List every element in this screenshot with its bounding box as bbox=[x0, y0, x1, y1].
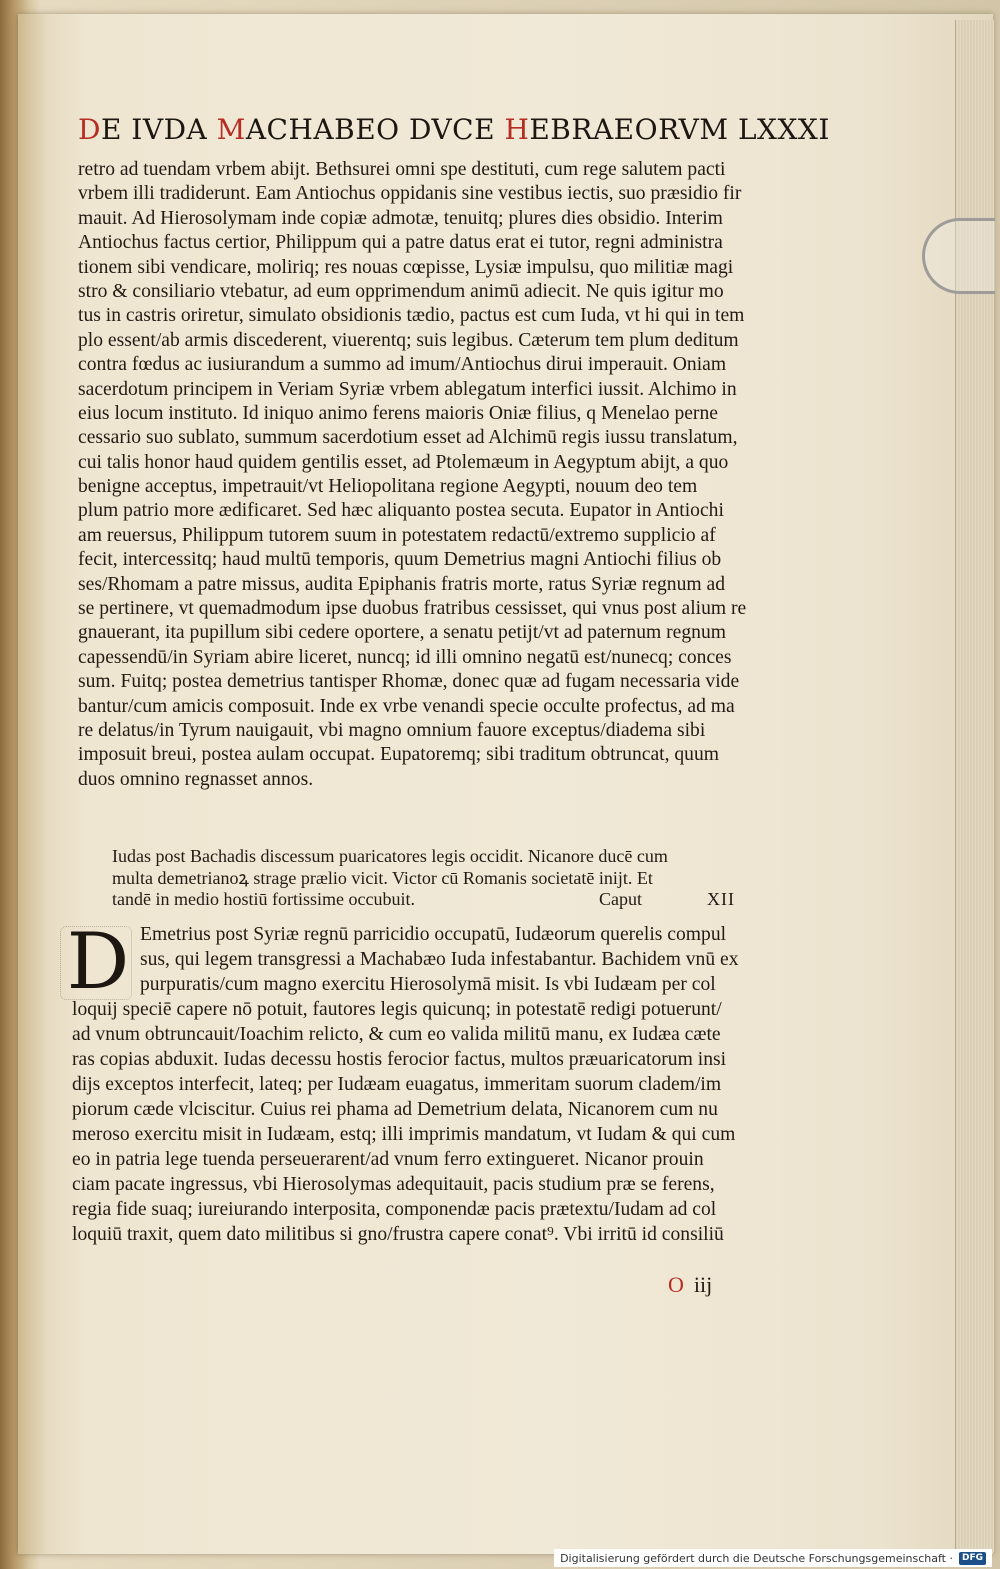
running-head-part: D bbox=[78, 113, 101, 146]
summary-line: Iudas post Bachadis discessum puaricatores legis occidit. Nicanore ducē cum bbox=[112, 846, 668, 866]
text-line: purpuratis/cum magno exercitu Hierosolymā misit. Is vbi Iudæam per col bbox=[140, 974, 716, 995]
text-line: eius locum instituto. Id iniquo animo ferens maioris Oniæ filius, q Menelao perne bbox=[78, 402, 718, 424]
dfg-logo-icon: DFG bbox=[959, 1552, 986, 1565]
body-text bbox=[78, 158, 778, 792]
text-line: regia fide suaq; iureiurando interposita, componendæ pacis prætextu/Iudam ad col bbox=[72, 1199, 717, 1220]
running-head-part: H bbox=[504, 113, 530, 146]
chapter-number: XII bbox=[707, 889, 735, 909]
text-line: tus in castris oriretur, simulato obsidionis tædio, pactus est cum Iuda, vt hi qui in tem bbox=[78, 305, 745, 327]
text-line: ad vnum obtruncauit/Ioachim relicto, & cum eo valida militū manu, ex Iudæa cæte bbox=[72, 1024, 721, 1045]
text-line: Emetrius post Syriæ regnū parricidio occupatū, Iudæorum querelis compul bbox=[140, 924, 727, 945]
running-head-part: M bbox=[216, 113, 246, 146]
text-line: plo essent/ab armis discederent, viuerentq; suis legibus. Cæterum tem plum deditum bbox=[78, 329, 739, 351]
text-line: capessendū/in Syriam abire liceret, nuncq; id illi omnino negatū est/nunecq; conces bbox=[78, 646, 732, 668]
text-line: contra fœdus ac iusiurandum a summo ad imum/Antiochus dirui imperauit. Oniam bbox=[78, 354, 727, 376]
text-line: duos omnino regnasset annos. bbox=[78, 768, 314, 790]
text-line: mauit. Ad Hierosolymam inde copiæ admotæ, tenuitq; plures dies obsidio. Interim bbox=[78, 207, 723, 229]
text-line: stro & consiliario vtebatur, ad eum opprimendum animū adiecit. Ne quis igitur mo bbox=[78, 280, 724, 302]
text-line: imposuit breui, postea aulam occupat. Eupatoremq; sibi traditum obtruncat, quum bbox=[78, 744, 720, 766]
signature-text: iij bbox=[693, 1272, 713, 1297]
drop-initial: D bbox=[66, 917, 130, 1007]
text-line: cui talis honor haud quidem gentilis esset, ad Ptolemæum in Aegyptum abijt, a quo bbox=[78, 451, 729, 473]
text-line: loquiū traxit, quem dato militibus si gno/frustra capere conat⁹. Vbi irritū id consiliū bbox=[72, 1224, 724, 1245]
signature-mark bbox=[668, 1272, 712, 1298]
running-head-part: EBRAEORVM LXXXI bbox=[529, 113, 830, 146]
text-line: ras copias abduxit. Iudas decessu hostis ferocior factus, multos præuaricatorum insi bbox=[72, 1049, 727, 1070]
text-line: sus, qui legem transgressi a Machabæo Iuda infestabantur. Bachidem vnū ex bbox=[140, 949, 739, 970]
signature-red-mark: O bbox=[668, 1272, 684, 1297]
page-clip bbox=[922, 218, 995, 294]
text-line: cessario suo sublato, summum sacerdotium esset ad Alchimū regis iussu translatum, bbox=[78, 427, 738, 449]
text-line: re delatus/in Tyrum nauigauit, vbi magno omnium fauore exceptus/diadema sibi bbox=[78, 719, 706, 741]
running-head bbox=[78, 113, 830, 146]
summary-line: multa demetrianoꝝ strage prælio vicit. Victor cū Romanis societatē inijt. Et bbox=[112, 867, 653, 888]
text-line: tionem sibi vendicare, moliriq; res nouas cœpisse, Lysiæ impulsu, quo militiæ magi bbox=[78, 256, 734, 278]
summary-last-row bbox=[112, 889, 772, 911]
running-head-part: ACHABEO DVCE bbox=[245, 113, 505, 146]
text-line: sum. Fuitq; postea demetrius tantisper Rhomæ, donec quæ ad fugam necessaria vide bbox=[78, 671, 740, 693]
credit-text: Digitalisierung gefördert durch die Deutsche Forschungsgemeinschaft · bbox=[560, 1551, 953, 1565]
summary-line: tandē in medio hostiū fortissime occubuit. bbox=[112, 889, 415, 909]
text-line: dijs exceptos interfecit, lateq; per Iudæam euagatus, immeritam suorum cladem/im bbox=[72, 1074, 722, 1095]
text-line: gnauerant, ita pupillum sibi cedere oportere, a senatu petijt/vt ad paternum regnum bbox=[78, 622, 727, 644]
text-line: Antiochus factus certior, Philippum qui a patre datus erat ei tutor, regni administra bbox=[78, 232, 723, 254]
text-line: meroso exercitu misit in Iudæam, estq; illi imprimis mandatum, vt Iudam & qui cum bbox=[72, 1124, 736, 1145]
text-line: ciam pacate ingressus, vbi Hierosolymas adequitauit, pacis studium præ se ferens, bbox=[72, 1174, 715, 1195]
text-line: se pertinere, vt quemadmodum ipse duobus fratribus cessisset, qui vnus post alium re bbox=[78, 598, 747, 620]
text-line: ses/Rhomam a patre missus, audita Epiphanis fratris morte, ratus Syriæ regnum ad bbox=[78, 573, 726, 595]
text-line: bantur/cum amicis composuit. Inde ex vrbe venandi specie occulte profectus, ad ma bbox=[78, 695, 735, 717]
chapter-text bbox=[72, 922, 782, 1247]
caput-label: Caput bbox=[599, 889, 642, 909]
text-line: retro ad tuendam vrbem abijt. Bethsurei omni spe destituti, cum rege salutem pacti bbox=[78, 159, 726, 180]
digitization-credit bbox=[554, 1549, 992, 1567]
text-line: sacerdotum principem in Veriam Syriæ vrbem ablegatum interfici iussit. Alchimo in bbox=[78, 378, 737, 400]
text-line: benigne acceptus, impetrauit/vt Heliopolitana regione Aegypti, nouum deo tem bbox=[78, 476, 698, 498]
text-line: am reuersus, Philippum tutorem suum in potestatem redactū/extremo supplicio af bbox=[78, 524, 716, 546]
text-line: fecit, intercessitq; haud multū temporis, quum Demetrius magni Antiochi filius ob bbox=[78, 549, 722, 571]
text-line: eo in patria lege tuenda perseuerarent/ad vnum ferro extingueret. Nicanor prouin bbox=[72, 1149, 704, 1170]
text-line: piorum cæde vlciscitur. Cuius rei phama ad Demetrium delata, Nicanorem cum nu bbox=[72, 1099, 718, 1120]
running-head-part: E IVDA bbox=[100, 113, 217, 146]
text-line: vrbem illi tradiderunt. Eam Antiochus oppidanis sine vestibus iectis, suo præsidio fir bbox=[78, 183, 742, 205]
chapter-summary bbox=[112, 846, 772, 911]
text-line: plum patrio more ædificaret. Sed hæc aliquanto postea secuta. Eupator in Antiochi bbox=[78, 500, 724, 522]
text-line: loquij speciē capere nō potuit, fautores legis quicunq; in potestatē redigi potuerunt/ bbox=[72, 999, 722, 1020]
